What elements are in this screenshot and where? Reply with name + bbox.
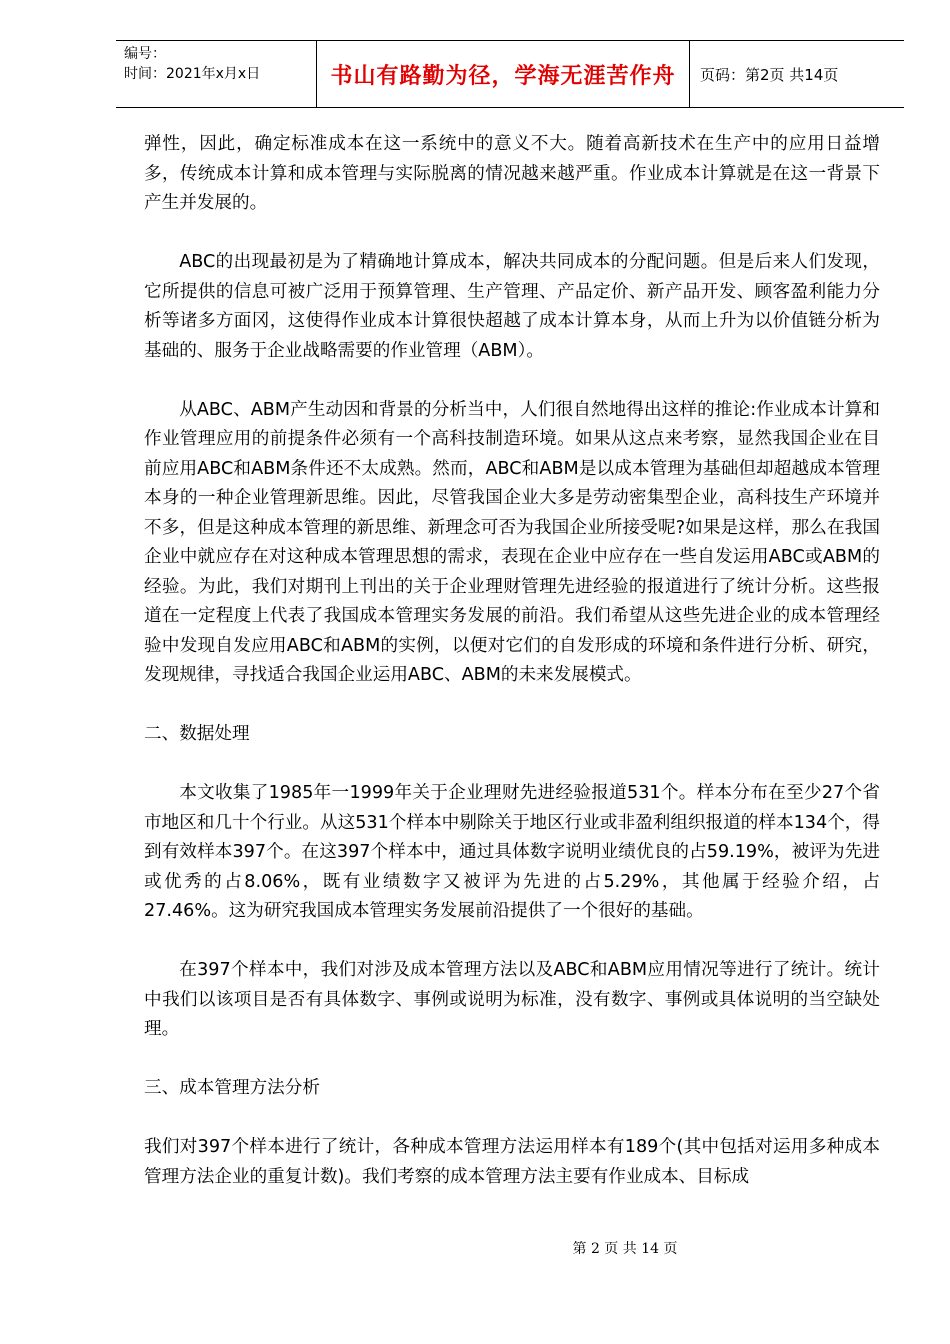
paragraph-continuation: 弹性，因此，确定标准成本在这一系统中的意义不大。随着高新技术在生产中的应用日益增多，传统成本计算和成本管理与实际脱离的情况越来越严重。作业成本计算就是在这一背景下产生并发展的。 xyxy=(144,134,880,213)
page-header xyxy=(116,40,904,108)
paragraph-data-collection: 本文收集了1985年一1999年关于企业理财先进经验报道531个。样本分布在至少27个省市地区和几十个行业。从这531个样本中剔除关于地区行业或非盈利组织报道的样本134个，得到有效样本397个。在这397个样本中，通过具体数字说明业绩优良的占59.19%，被评为先进或优秀的占8.06%，既有业绩数字又被评为先进的占5.29%，其他属于经验介绍，占27.46%。这为研究我国成本管理实务发展前沿提供了一个很好的基础。 xyxy=(144,783,880,921)
header-page-cell xyxy=(690,41,904,107)
header-motto: 书山有路勤为径，学海无涯苦作舟 xyxy=(330,62,676,89)
header-page-info: 页码：第2页 共14页 xyxy=(700,65,839,84)
document-body xyxy=(144,130,880,1192)
section-heading-data-processing: 二、数据处理 xyxy=(144,724,250,744)
footer-page-number: 第 2 页 共 14 页 xyxy=(572,1241,678,1257)
header-meta xyxy=(116,41,316,107)
section-heading-cost-methods: 三、成本管理方法分析 xyxy=(144,1078,320,1098)
header-motto-cell xyxy=(316,41,690,107)
paragraph-abc-origin: ABC的出现最初是为了精确地计算成本，解决共同成本的分配问题。但是后来人们发现，它所提供的信息可被广泛用于预算管理、生产管理、产品定价、新产品开发、顾客盈利能力分析等诸多方面冈，这使得作业成本计算很快超越了成本计算本身，从而上升为以价值链分析为基础的、服务于企业战略需要的作业管理（ABM）。 xyxy=(144,252,880,361)
paragraph-cost-methods: 我们对397个样本进行了统计，各种成本管理方法运用样本有189个(其中包括对运用多种成本管理方法企业的重复计数)。我们考察的成本管理方法主要有作业成本、目标成 xyxy=(144,1137,880,1187)
paragraph-statistics-method: 在397个样本中，我们对涉及成本管理方法以及ABC和ABM应用情况等进行了统计。统计中我们以该项目是否有具体数字、事例或说明为标准，没有数字、事例或具体说明的当空缺处理。 xyxy=(144,960,880,1039)
page-footer xyxy=(0,1238,950,1258)
document-time-label: 时间：2021年x月x日 xyxy=(124,66,261,82)
paragraph-abc-abm-analysis: 从ABC、ABM产生动因和背景的分析当中，人们很自然地得出这样的推论:作业成本计算和作业管理应用的前提条件必须有一个高科技制造环境。如果从这点来考察，显然我国企业在目前应用ABC和ABM条件还不太成熟。然而，ABC和ABM是以成本管理为基础但却超越成本管理本身的一种企业管理新思维。因此，尽管我国企业大多是劳动密集型企业，高科技生产环境并不多，但是这种成本管理的新思维、新理念可否为我国企业所接受呢?如果是这样，那么在我国企业中就应存在对这种成本管理思想的需求，表现在企业中应存在一些自发运用ABC或ABM的经验。为此，我们对期刊上刊出的关于企业理财管理先进经验的报道进行了统计分析。这些报道在一定程度上代表了我国成本管理实务发展的前沿。我们希望从这些先进企业的成本管理经验中发现自发应用ABC和ABM的实例，以便对它们的自发形成的环境和条件进行分析、研究，发现规律，寻找适合我国企业运用ABC、ABM的未来发展模式。 xyxy=(144,399,880,685)
document-number-label: 编号： xyxy=(124,46,166,62)
